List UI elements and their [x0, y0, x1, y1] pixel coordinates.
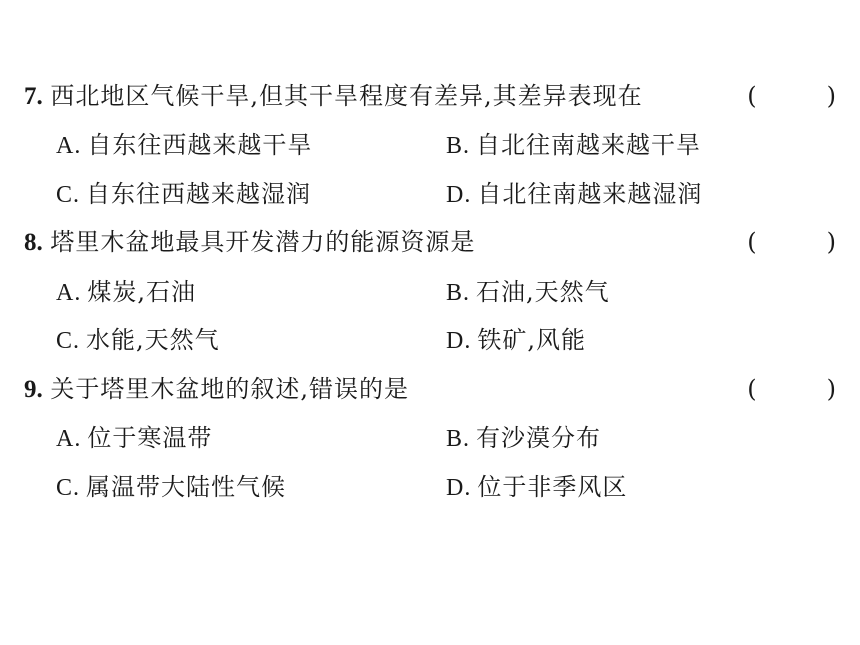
paren-open: (	[747, 228, 757, 256]
option-9b	[446, 414, 601, 462]
option-9a	[56, 414, 212, 462]
paren-open: (	[747, 375, 757, 403]
question-number: 7.	[24, 83, 43, 110]
option-text: 自东往西越来越干旱	[87, 131, 313, 159]
option-letter: A.	[56, 426, 82, 452]
question-7	[24, 72, 836, 120]
option-text: 位于寒温带	[87, 424, 213, 452]
paren-close: )	[826, 375, 836, 403]
option-letter: D.	[446, 328, 472, 354]
option-letter: D.	[446, 182, 472, 208]
answer-blank[interactable]	[747, 218, 836, 266]
question-stem: 塔里木盆地最具开发潜力的能源资源是	[50, 228, 476, 256]
option-text: 自北往南越来越干旱	[476, 131, 702, 159]
option-9d	[446, 463, 627, 511]
option-text: 自北往南越来越湿润	[477, 180, 703, 208]
question-8	[24, 218, 836, 266]
option-letter: D.	[446, 475, 472, 501]
answer-blank[interactable]	[747, 72, 836, 120]
option-letter: C.	[56, 182, 81, 208]
option-7b	[446, 121, 701, 169]
option-8c	[56, 316, 220, 364]
option-9c	[56, 463, 286, 511]
option-7d	[446, 170, 702, 218]
question-stem: 关于塔里木盆地的叙述,错误的是	[50, 375, 410, 403]
option-7a	[56, 121, 312, 169]
option-letter: B.	[446, 280, 471, 306]
option-8b	[446, 268, 610, 316]
option-8d	[446, 316, 586, 364]
option-text: 自东往西越来越湿润	[86, 180, 312, 208]
option-letter: A.	[56, 280, 82, 306]
question-number: 8.	[24, 229, 43, 256]
option-letter: C.	[56, 475, 81, 501]
question-9	[24, 365, 836, 413]
option-letter: B.	[446, 426, 471, 452]
paren-close: )	[826, 228, 836, 256]
option-letter: B.	[446, 133, 471, 159]
paren-close: )	[826, 82, 836, 110]
option-8a	[56, 268, 196, 316]
option-text: 铁矿,风能	[477, 326, 586, 354]
option-7c	[56, 170, 311, 218]
paren-open: (	[747, 82, 757, 110]
option-letter: C.	[56, 328, 81, 354]
option-letter: A.	[56, 133, 82, 159]
option-text: 水能,天然气	[86, 326, 220, 354]
option-text: 石油,天然气	[476, 278, 610, 306]
option-text: 属温带大陆性气候	[86, 473, 287, 501]
question-number: 9.	[24, 376, 43, 403]
option-text: 有沙漠分布	[476, 424, 602, 452]
question-stem: 西北地区气候干旱,但其干旱程度有差异,其差异表现在	[50, 82, 643, 110]
option-text: 煤炭,石油	[87, 278, 196, 306]
answer-blank[interactable]	[747, 365, 836, 413]
option-text: 位于非季风区	[477, 473, 628, 501]
